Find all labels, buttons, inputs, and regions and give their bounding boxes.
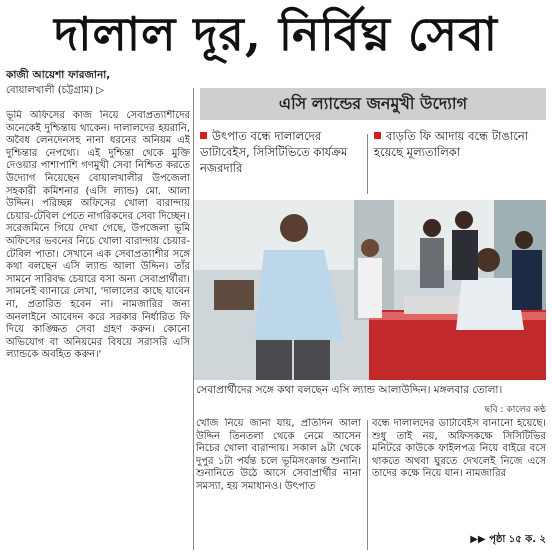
bottom-middle-column: খোঁজ নিয়ে জানা যায়, প্রতিদিন আলা উদ্দিন তিনতলা থেকে নেমে আসেন নিচের খোলা বারান্দায়। সকাল ৯টা থেকে দুপুর ১টা পর্যন্ত চলে ভূমিসংক্রান্ত শুনানি। শুনানিতে উঠে আসে সেবাপ্রার্থীর নানা সমস্যা, হয় সমাধানও। উৎপাত	[196, 418, 361, 492]
triangle-marker-icon: ▷	[96, 85, 105, 96]
photo-credit: ছবি : কালের কণ্ঠ	[484, 405, 546, 415]
bottom-right-column: বন্ধে দালালদের ডাটাবেইস বানানো হয়েছে। শুধু তাই নয়, অফিসকক্ষে সিসিটিভির মনিটরে কাউকে ফাইলপত্র নিয়ে বাইরে বসে থাকতে অথবা ঘুরতে দেখলেই নিজে এসে তাদের কক্ষে নিয়ে যান। নামজারির	[372, 418, 546, 480]
topic-band-title: এসি ল্যান্ডের জনমুখী উদ্যোগ	[278, 94, 468, 113]
left-column	[6, 110, 190, 550]
news-photo	[194, 200, 546, 380]
continued-page-ref: ▶▶ পৃষ্ঠা ১৫ ক. ২	[470, 534, 546, 545]
forward-arrows-icon: ▶▶	[470, 534, 490, 545]
highlight-divider	[367, 134, 368, 194]
byline-location: বোয়ালখালী (চট্টগ্রাম) ▷	[6, 85, 105, 96]
red-square-bullet-icon	[374, 132, 381, 139]
headline: দালাল দূর, নির্বিঘ্ন সেবা	[53, 7, 499, 61]
byline	[6, 68, 191, 98]
byline-author: কাজী আয়েশা ফারজানা,	[6, 69, 111, 81]
red-square-bullet-icon	[200, 132, 207, 139]
photo-caption: সেবাপ্রার্থীদের সঙ্গে কথা বলছেন এসি ল্যান্ড আলাউদ্দিন। মঙ্গলবার তোলা।	[196, 384, 503, 396]
bottom-column-divider	[367, 420, 368, 550]
left-paragraph-2: সরেজমিনে গিয়ে দেখা গেছে, উপজেলা ভূমি অফিসের ভবনের নিচে খোলা বারান্দায় চেয়ার-টেবিল পাতা। সেখানে এক সেবাপ্রত্যাশীর সঙ্গে কথা বলছেন এসি ল্যান্ড আলা উদ্দিন। তাঁর সামনে সারিবদ্ধ চেয়ারে বসা অন্য সেবাপ্রার্থীরা। সামনেই ব্যানারে লেখা, 'দালালের কাছে যাবেন না, প্রতারিত হবেন না। নামজারির জন্য অনলাইনে আবেদন করে সরকার নির্ধারিত ফি দিয়ে কাঙ্ক্ষিত সেবা গ্রহণ করুন। কোনো অভিযোগ বা অনিয়মের বিষয়ে সরাসরি এসি ল্যান্ডকে অবহিত করুন।'	[6, 223, 190, 361]
highlight-item: বাড়তি ফি আদায় বন্ধে টাঙানো হয়েছে মূল্যতালিকা	[374, 129, 529, 159]
highlight-item: উৎপাত বন্ধে দালালদের ডাটাবেইস, সিসিটিভিতে কার্যক্রম নজরদারি	[200, 129, 348, 175]
photo-illustration	[194, 200, 546, 380]
left-paragraph-1: ভূমি অফিসের কাজ নিয়ে সেবাপ্রত্যাশীদের অনেকেই দুশ্চিন্তায় থাকেন। দালালদের হয়রানি, অবৈধ লেনদেনসহ নানা ধরনের অনিয়ম এই দুশ্চিন্তার নেপথ্যে। এই দুশ্চিন্তা থেকে মুক্তি দেওয়ার পাশাপাশি গণমুখী সেবা নিশ্চিত করতে উদ্যোগ নিয়েছেন বোয়ালখালীর উপজেলা সহকারী কমিশনার (এসি ল্যান্ড) মো. আলা উদ্দিন। পরিচ্ছন্ন অফিসের খোলা বারান্দায় চেয়ার-টেবিল পেতে নাগরিকদের সেবা দিচ্ছেন।	[6, 110, 190, 222]
